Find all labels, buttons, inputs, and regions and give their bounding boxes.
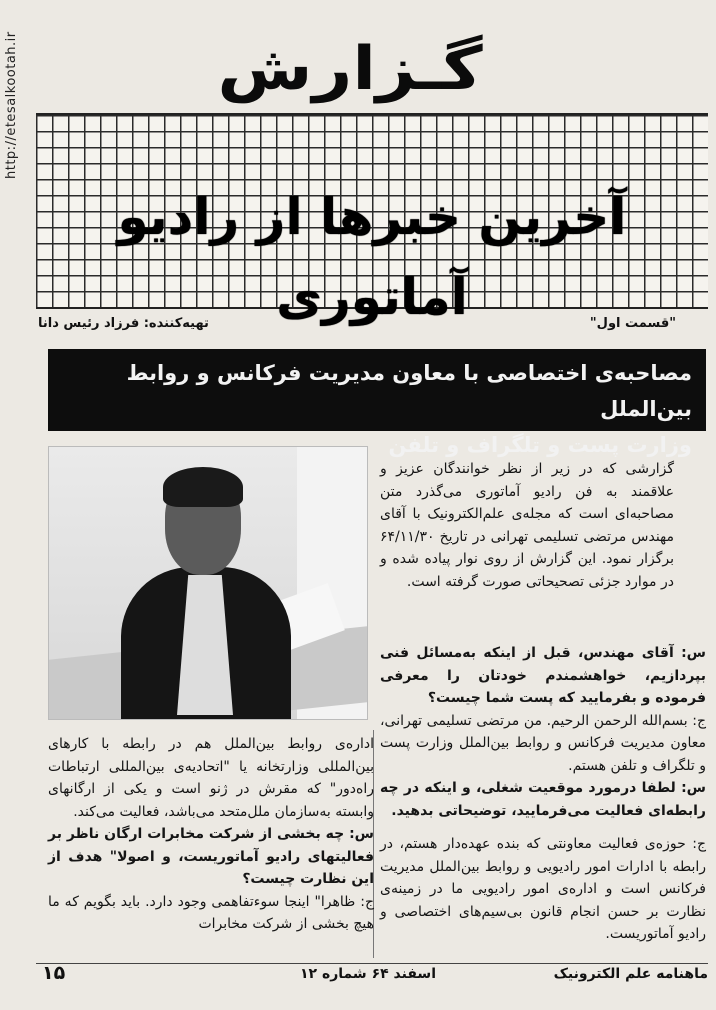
right-column (380, 642, 706, 946)
issue-info: اسفند ۶۴ شماره ۱۲ (300, 966, 436, 982)
answer-2: ج: حوزه‌ی فعالیت معاونتی که بنده عهده‌دار هستم، در رابطه با ادارات امور رادیویی و روابط بین‌الملل مدیریت فرکانس است و اداره‌ی امور رادیویی ما در زمینه‌ی نظارت بر حسن انجام قانون بی‌سیم‌های اختصاصی و رادیو آماتوریست. (380, 836, 706, 942)
question-1: س: آقای مهندس، قبل از اینکه به‌مسائل فنی بپردازیم، خواهشمندم خودتان را معرفی فرموده و بفرمایید که پست شما چیست؟ (380, 645, 706, 706)
side-url-watermark: http://etesalkootah.ir (4, 31, 19, 179)
section-banner: گـزارش (217, 34, 483, 104)
footer-rule (36, 963, 708, 964)
left-column (48, 733, 374, 936)
photo-hair (163, 467, 243, 507)
interview-title-line1: مصاحبه‌ی اختصاصی با معاون مدیریت فرکانس و روابط بین‌الملل (126, 361, 692, 421)
answer-3: ج: ظاهرا" اینجا سوءتفاهمی وجود دارد. باید بگویم که ما هیچ بخشی از شرکت مخابرات (48, 893, 374, 932)
intro-paragraph: گزارشی که در زیر از نظر خوانندگان عزیز و علاقمند به فن رادیو آماتوری می‌گذرد متن مصاحبه‌ای است که مجله‌ی علم‌الکترونیک با آقای مهندس مرتضی تسلیمی تهرانی در تاریخ ۶۴/۱۱/۳۰ برگزار نمود. این گزارش از روی نوار پیاده شده و در موارد جزئی تصحیحاتی صورت گرفته است. (380, 461, 674, 590)
interviewee-photo (48, 446, 368, 720)
intro-column (380, 458, 674, 593)
interview-title-box (48, 349, 706, 457)
question-2: س: لطفا درمورد موقعیت شغلی، و اینکه در چه رابطه‌ای فعالیت می‌فرمایید، توضیحاتی بدهید. (380, 780, 706, 819)
page-number: ۱۵ (42, 962, 66, 984)
question-3: س: چه بخشی از شرکت مخابرات ارگان ناظر بر فعالیتهای رادیو آماتوریست، و اصولا" هدف از این نظارت چیست؟ (48, 826, 374, 887)
interview-title-line2: وزارت پست و تلگراف و تلفن (388, 433, 692, 457)
answer-1: ج: بسم‌الله الرحمن الرحیم. من مرتضی تسلیمی تهرانی، معاون مدیریت فرکانس و روابط بین‌الملل وزارت پست و تلگراف و تلفن هستم. (380, 712, 706, 774)
headline: آخرین خبرها از رادیو آماتوری (117, 188, 627, 326)
answer-2-continued: اداره‌ی روابط بین‌الملل هم در رابطه با کارهای بین‌المللی وزارتخانه یا "اتحادیه‌ی بین‌المللی ارتباطات راه‌دور" که مقرش در ژنو است و یکی از ارگانهای وابسته به‌سازمان ملل‌متحد می‌باشد، فعالیت می‌کند. (48, 736, 374, 820)
magazine-name: ماهنامه علم الکترونیک (553, 966, 708, 982)
part-label: "قسمت اول" (589, 316, 676, 331)
author-byline: تهیه‌کننده: فرزاد رئیس دانا (38, 316, 209, 331)
